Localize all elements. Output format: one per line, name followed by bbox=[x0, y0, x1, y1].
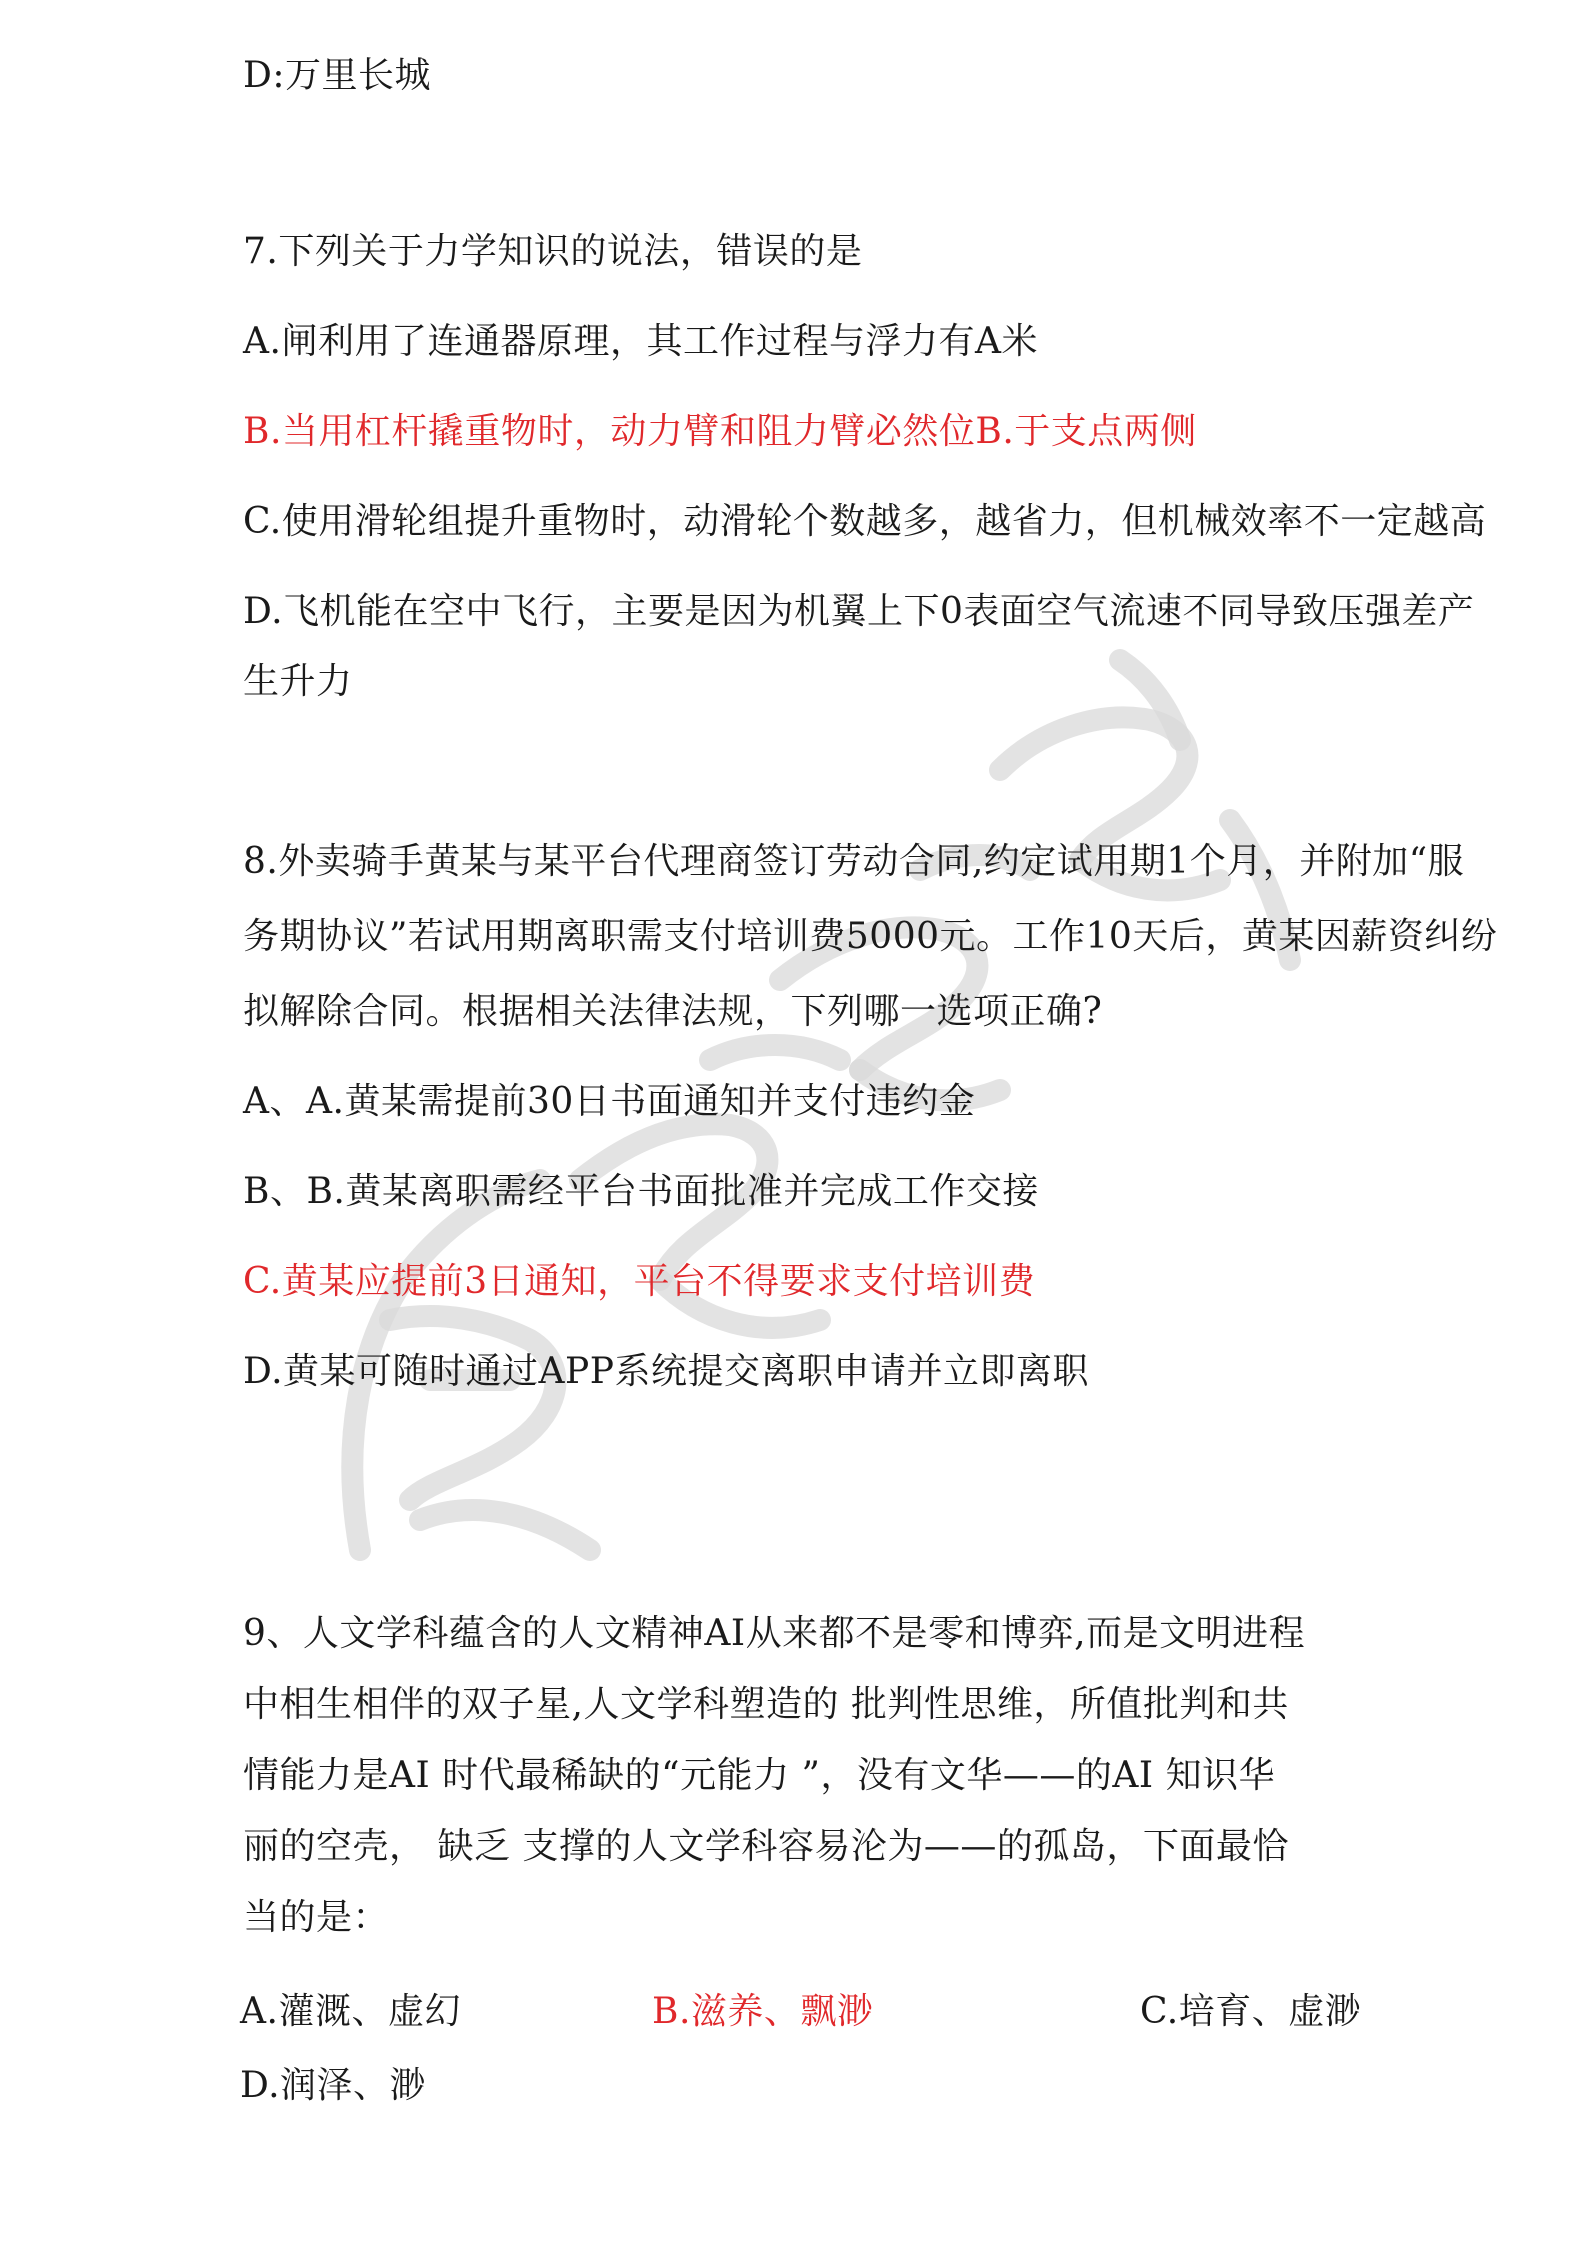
q7-option-d-line2: 生升力 bbox=[243, 661, 353, 702]
q7-option-b-correct: B.当用杠杆撬重物时，动力臂和阻力臂必然位B.于支点两侧 bbox=[243, 411, 1197, 452]
q9-question-line4: 丽的空壳， 缺乏 支撑的人文学科容易沦为——的孤岛，下面最恰 bbox=[243, 1826, 1289, 1867]
q9-question-line5: 当的是： bbox=[243, 1897, 390, 1938]
q8-question-line1: 8.外卖骑手黄某与某平台代理商签订劳动合同,约定试用期1个月，并附加“服 bbox=[243, 841, 1465, 882]
q7-question: 7.下列关于力学知识的说法，错误的是 bbox=[243, 231, 863, 272]
q9-option-d: D.润泽、渺 bbox=[240, 2065, 427, 2106]
q7-option-d-line1: D.飞机能在空中飞行，主要是因为机翼上下0表面空气流速不同导致压强差产 bbox=[243, 591, 1475, 632]
q9-question-line2: 中相生相伴的双子星,人文学科塑造的 批判性思维，所值批判和共 bbox=[243, 1684, 1289, 1725]
q9-question-line3: 情能力是AI 时代最稀缺的“元能力 ”，没有文华——的AI 知识华 bbox=[243, 1755, 1276, 1796]
q8-question-line3: 拟解除合同。根据相关法律法规，下列哪一选项正确? bbox=[243, 991, 1103, 1032]
q8-question-line2: 务期协议”若试用期离职需支付培训费5000元。工作10天后，黄某因薪资纠纷 bbox=[243, 916, 1498, 957]
q7-option-c: C.使用滑轮组提升重物时，动滑轮个数越多，越省力，但机械效率不一定越高 bbox=[243, 501, 1487, 542]
q8-option-a: A、A.黄某需提前30日书面通知并支付违约金 bbox=[243, 1081, 976, 1122]
q7-option-a: A.闸利用了连通器原理，其工作过程与浮力有A米 bbox=[243, 321, 1038, 362]
q8-option-b: B、B.黄某离职需经平台书面批准并完成工作交接 bbox=[243, 1171, 1039, 1212]
q8-option-c-correct: C.黄某应提前3日通知，平台不得要求支付培训费 bbox=[243, 1261, 1036, 1302]
q6-option-d: D:万里长城 bbox=[243, 55, 431, 96]
q8-option-d: D.黄某可随时通过APP系统提交离职申请并立即离职 bbox=[243, 1351, 1089, 1392]
q9-option-a: A.灌溉、虚幻 bbox=[240, 1991, 461, 2032]
q9-option-c: C.培育、虚渺 bbox=[1140, 1991, 1362, 2032]
q9-question-line1: 9、人文学科蕴含的人文精神AI从来都不是零和博弈,而是文明进程 bbox=[243, 1613, 1306, 1654]
q9-option-b-correct: B.滋养、飘渺 bbox=[652, 1991, 874, 2032]
